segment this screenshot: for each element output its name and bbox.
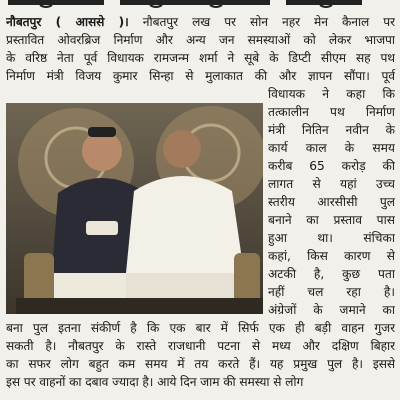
article-line: प्रस्तावित ओवरब्रिज निर्माण और अन्य जन समस्याओं को लेकर भाजपा [6,33,395,47]
article-line: का सफर लोग बहुत कम समय में तय करते हैं। यह प्रमुख पुल है। इससे [6,357,395,371]
article-side-line: कार्य काल के समय [268,141,395,155]
article-line-text: नौबतपुर लख पर सोन नहर मेन कैनाल पर [142,15,395,29]
article-side-line: कहां, किस कारण से [268,249,395,263]
headline-fragment [0,0,400,10]
article-line: इस पर वाहनों का दबाव ज्यादा है। आये दिन जाम की समस्या से लोग [6,375,304,389]
article-side-line: अंग्रेजों के जमाने का [268,303,395,317]
article-line: सकती है। नौबतपुर के रास्ते राजधानी पटना से मध्य और दक्षिण बिहार [6,339,395,353]
article-side-line: मंत्री नितिन नवीन के [268,123,395,137]
article-side-line: स्तरीय आरसीसी पुल [268,195,395,209]
article-side-line: नहीं चल रहा है। [268,285,395,299]
article-side-line: करीब 65 करोड़ की [268,159,395,173]
news-photo [6,103,263,314]
article-side-line: हुआ था। संचिका [268,231,395,245]
article-side-line: विधायक ने कहा कि [268,87,395,101]
article-line [6,13,395,31]
article-side-line: तत्कालीन पथ निर्माण [268,105,395,119]
dateline: नौबतपुर ( आससे )। [6,15,129,29]
headline-strip [0,0,400,14]
article-side-line: अटकी है, कुछ पता [268,267,395,281]
photo-illustration [6,103,263,314]
article-side-line: लागत से यहां उच्च [268,177,395,191]
article-line: बना पुल इतना संकीर्ण है कि एक बार में सिर्फ एक ही बड़ी वाहन गुजर [6,321,395,335]
article-line: निर्माण मंत्री विजय कुमार सिन्हा से मुलाकात की और ज्ञापन सौंपा। पूर्व [6,69,395,83]
article-side-line: बनाने का प्रस्ताव पास [268,213,395,227]
article-line: के वरिष्ठ नेता पूर्व विधायक रामजन्म शर्मा ने सूबे के डिप्टी सीएम सह पथ [6,51,395,65]
